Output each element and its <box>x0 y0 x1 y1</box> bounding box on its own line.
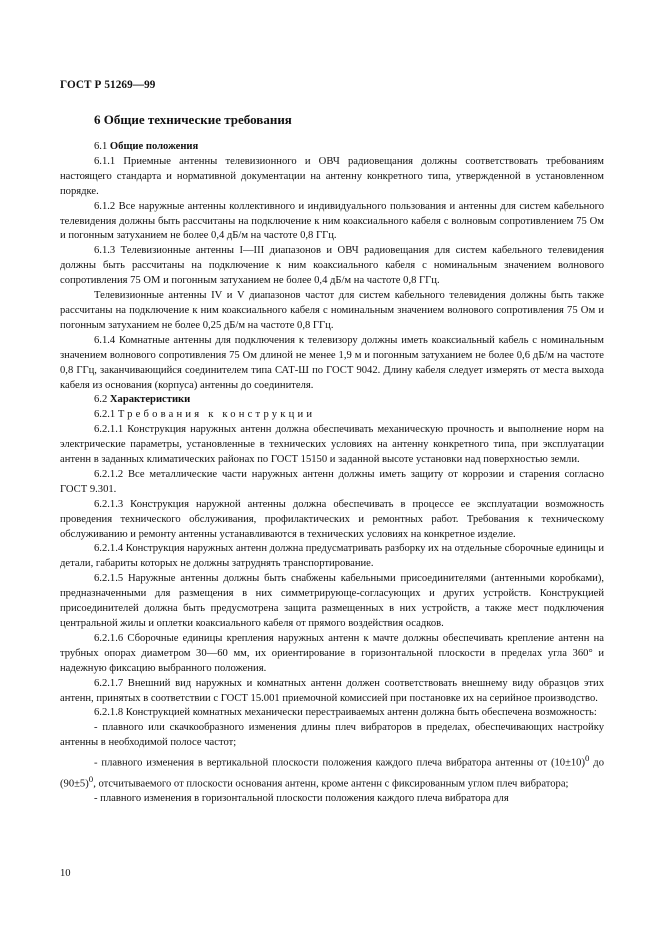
paragraph-6-2-1-7: 6.2.1.7 Внешний вид наружных и комнатных антенн должен соответствовать внешнему виду образцов этих антенн, принятых в соответствии с ГОСТ 15.001 приемочной комиссией при постановке их на серийное производство. <box>60 677 604 704</box>
list-item <box>60 751 604 792</box>
subsection-number: 6.2.1 <box>94 409 116 421</box>
list-item: - плавного или скачкообразного изменения длины плеч вибраторов в пределах, обеспечивающих настройку антенны в необходимой полосе частот; <box>60 722 604 749</box>
subsection-title: Характеристики <box>109 394 191 406</box>
subsection-number: 6.2 <box>94 394 108 406</box>
paragraph-6-2-1-5: 6.2.1.5 Наружные антенны должны быть снабжены кабельными присоединителями (антенными коробками), предназначенными для размещения в них симметрирующе-согласующих и других устройств. Конструкцией присоединителей должна быть предусмотрена защита размещенных в них устройств, а также мест подключения центральной жилы и оплетки коаксиального кабеля от прямого воздействия осадков. <box>60 573 604 629</box>
subsection-heading-6-2 <box>60 393 604 408</box>
paragraph-6-1-1: 6.1.1 Приемные антенны телевизионного и ОВЧ радиовещания должны соответствовать требованиям настоящего стандарта и нормативной документации на антенну конкретного типа, утвержденной в установленном порядке. <box>60 155 604 197</box>
paragraph-6-1-3-continued: Телевизионные антенны IV и V диапазонов частот для систем кабельного телевидения должны быть также рассчитаны на подключение к ним коаксиального кабеля с номинальным значением волнового сопротивления 75 Ом и погонным затуханием не более 0,25 дБ/м на частоте 0,8 ГГц. <box>60 290 604 331</box>
paragraph-6-2-1-1: 6.2.1.1 Конструкция наружных антенн должна обеспечивать механическую прочность и выполнение норм на электрические параметры, установленные в технических условиях на антенну конкретного типа, при эксплуатации антенн в заданных климатических районах по ГОСТ 15150 и заданной высоте установки над поверхностью земли. <box>60 424 604 466</box>
subsection-title: Общие положения <box>109 141 199 152</box>
section-title: 6 Общие технические требования <box>94 112 292 127</box>
document-header-id: ГОСТ Р 51269—99 <box>60 79 156 91</box>
degree-superscript: 0 <box>585 753 590 764</box>
document-body <box>60 140 604 807</box>
paragraph-6-1-2: 6.1.2 Все наружные антенны коллективного и индивидуального пользования и антенны для систем кабельного телевидения должны быть рассчитаны на подключение к ним коаксиального кабеля с волновым сопротивлением 75 Ом и погонным затуханием не более 0,4 дБ/м на частоте 0,8 ГГц. <box>60 200 604 242</box>
list-item-text: - плавного изменения в вертикальной плоскости положения каждого плеча вибратора антенны от (10±10) <box>94 757 586 769</box>
list-item-text: , отсчитываемого от плоскости основания антенн, кроме антенн с фиксированным углом плеч вибратора; <box>93 778 569 790</box>
list-item: - плавного изменения в горизонтальной плоскости положения каждого плеча вибратора для <box>94 793 509 805</box>
degree-superscript: 0 <box>88 773 94 784</box>
list-item-text: до (90±5) <box>60 757 604 790</box>
subsection-title: Требования к конструкции <box>117 409 316 421</box>
paragraph-6-2-1-6: 6.2.1.6 Сборочные единицы крепления наружных антенн к мачте должны обеспечивать крепление антенн на трубных опорах диаметром 30—60 мм, их ориентирование в горизонтальной плоскости в пределах угла 360° и надежную фиксацию выбранного положения. <box>60 632 604 674</box>
paragraph-6-2-1-3: 6.2.1.3 Конструкция наружной антенны должна обеспечивать в процессе ее эксплуатации возможность проведения технического обслуживания, профилактических и ремонтных работ. Требования к техническому обслуживанию и ремонту антенны устанавливаются в технических условиях на конкретное изделие. <box>60 498 604 540</box>
subsection-heading-6-1 <box>60 140 604 155</box>
paragraph-6-1-4: 6.1.4 Комнатные антенны для подключения к телевизору должны иметь коаксиальный кабель с номинальным значением волнового сопротивления 75 Ом длиной не менее 1,9 м и погонным затуханием не более 0,6 дБ/м на частоте 0,8 ГГц, заканчивающийся соединителем типа САТ-Ш по ГОСТ 9042. Длину кабеля следует измерять от места выхода кабеля из основания (корпуса) антенны до соединителя. <box>60 334 604 391</box>
paragraph-6-2-1-2: 6.2.1.2 Все металлические части наружных антенн должны иметь защиту от коррозии и старения согласно ГОСТ 9.301. <box>60 468 604 495</box>
paragraph-6-2-1-8: 6.2.1.8 Конструкцией комнатных механически перестраиваемых антенн должна быть обеспечена возможность: <box>94 707 597 719</box>
paragraph-6-1-3: 6.1.3 Телевизионные антенны I—III диапазонов и ОВЧ радиовещания для систем кабельного телевидения должны быть рассчитаны на подключение к ним коаксиального кабеля с номинальным значением волнового сопротивления 75 ОМ и погонным затуханием не более 0,4 дБ/м на частоте 0,8 ГГц. <box>60 245 604 287</box>
subsection-number: 6.1 <box>94 141 108 152</box>
paragraph-6-2-1-4: 6.2.1.4 Конструкция наружных антенн должна предусматривать разборку их на отдельные сборочные единицы и детали, габариты которых не должны затруднять транспортирование. <box>60 543 605 570</box>
page-number: 10 <box>60 868 71 879</box>
subsection-heading-6-2-1 <box>60 408 604 423</box>
